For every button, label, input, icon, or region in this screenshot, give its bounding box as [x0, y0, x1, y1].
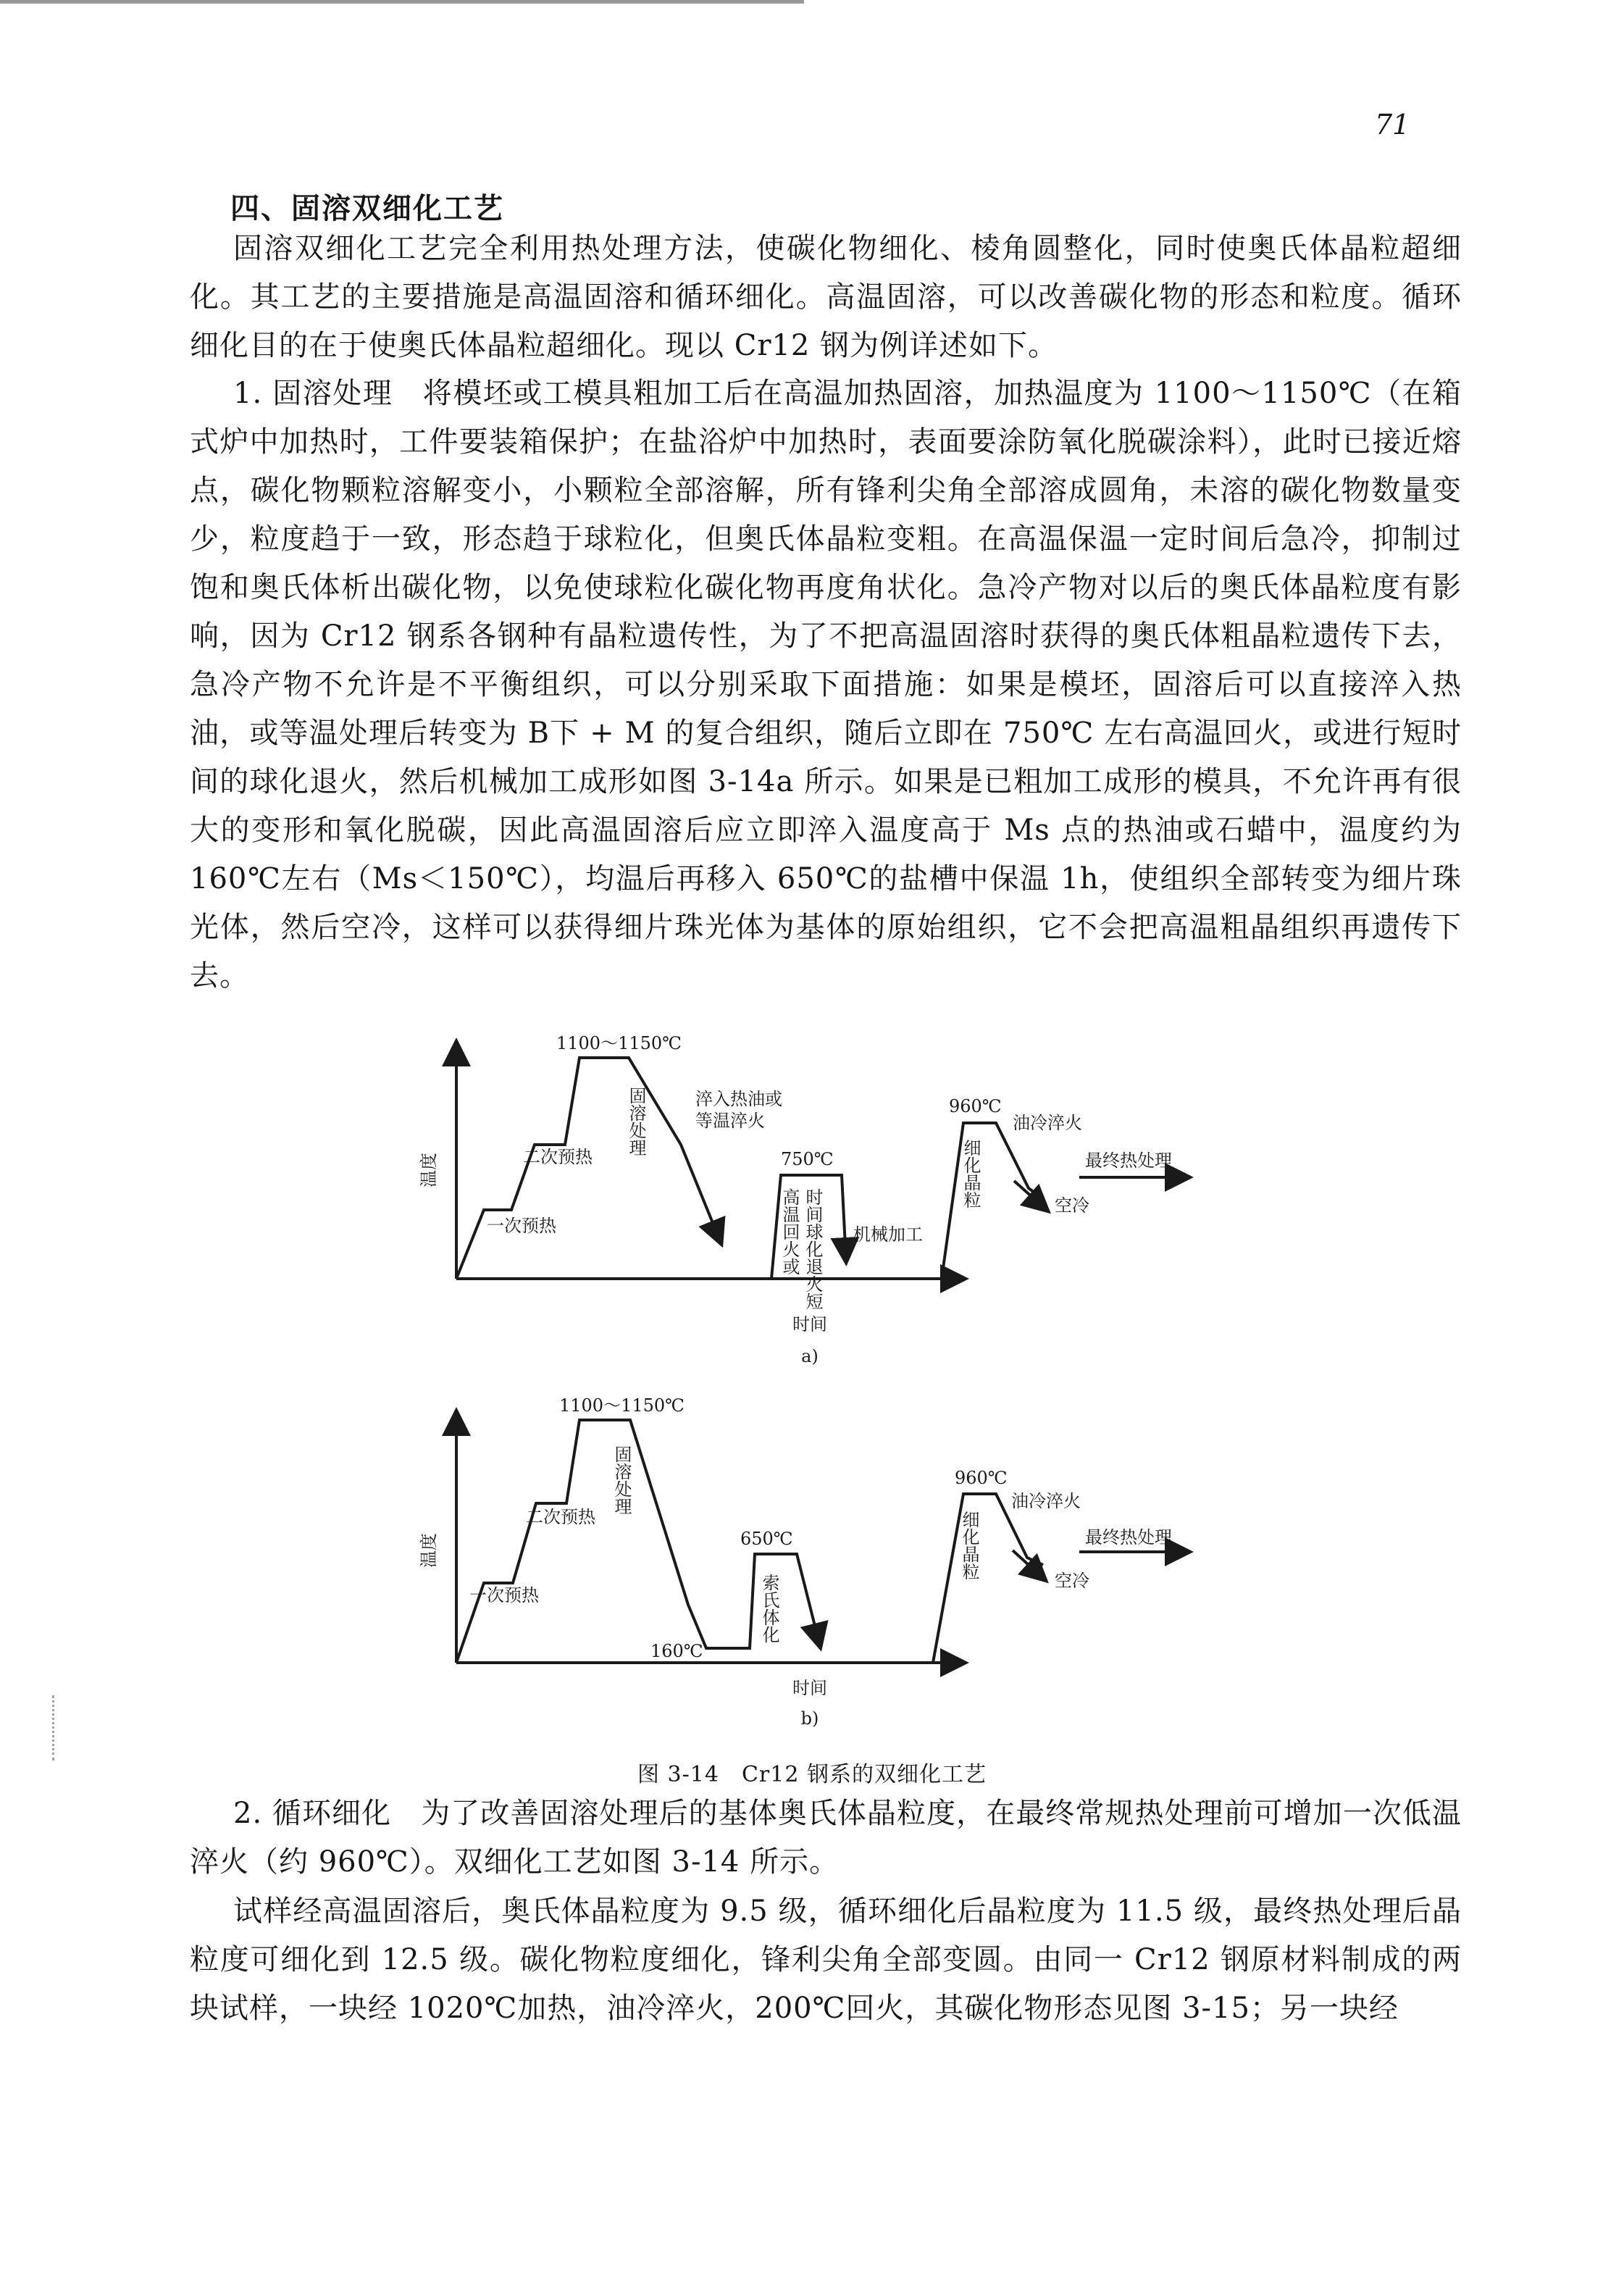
diagram-b-ylabel: 温度	[419, 1533, 439, 1568]
diagram-b-final-label: 最终热处理	[1085, 1527, 1172, 1548]
diagram-a-labels	[419, 1033, 1172, 1366]
diagram-b-temp-low: 160℃	[650, 1641, 703, 1661]
diagram-a-temper-label: 高温回火或	[779, 1188, 800, 1275]
diagram-a-solution-label: 固溶处理	[626, 1087, 646, 1156]
diagram-a-preheat-1: 一次预热	[487, 1216, 556, 1236]
diagram-b-temp-high: 1100～1150℃	[559, 1395, 685, 1416]
diagram-a-refine-curve	[942, 1123, 1043, 1279]
diagram-b-xlabel: 时间	[792, 1678, 827, 1698]
diagram-a-air-arrow	[1014, 1181, 1047, 1210]
diagram-b-labels	[419, 1395, 1172, 1729]
diagram-a-ylabel: 温度	[419, 1153, 439, 1187]
diagram-a-air-label: 空冷	[1055, 1195, 1089, 1216]
diagram-a-process-curve	[456, 1058, 721, 1279]
paragraph-cycle-text: 2. 循环细化 为了改善固溶处理后的基体奥氏体晶粒度，在最终常规热处理前可增加一次低温淬火（约 960℃）。双细化工艺如图 3-14 所示。	[190, 1797, 1462, 1879]
diagram-b-temp-refine: 960℃	[955, 1468, 1008, 1488]
diagram-a-quench-label-2: 等温淬火	[695, 1111, 765, 1131]
diagram-b-temp-sorbite: 650℃	[740, 1529, 793, 1549]
diagram-a-quench-label-1: 淬入热油或	[695, 1089, 782, 1109]
paragraph-intro-text: 固溶双细化工艺完全利用热处理方法，使碳化物细化、棱角圆整化，同时使奥氏体晶粒超细化。其工艺的主要措施是高温固溶和循环细化。高温固溶，可以改善碳化物的形态和粒度。循环细化目的在于使奥氏体晶粒超细化。现以 Cr12 钢为例详述如下。	[190, 232, 1462, 362]
section-heading: 四、固溶双细化工艺	[230, 191, 504, 225]
diagram-b-preheat-2: 二次预热	[526, 1507, 595, 1527]
diagram-a-xlabel: 时间	[792, 1314, 827, 1335]
diagram-a-refine-label: 细化晶粒	[960, 1139, 981, 1208]
diagram-b-refine-label: 细化晶粒	[959, 1511, 979, 1580]
diagram-a-temp-high: 1100～1150℃	[556, 1033, 682, 1053]
diagram-a-temp-refine: 960℃	[949, 1096, 1002, 1116]
diagram-b-sublabel: b)	[800, 1708, 819, 1729]
diagram-b-refine-curve	[933, 1494, 1043, 1663]
diagram-b-air-label: 空冷	[1055, 1571, 1089, 1591]
paragraph-result	[190, 1887, 1462, 2033]
paragraph-cycle-refinement	[190, 1789, 1462, 1887]
diagram-a-oil-label: 油冷淬火	[1013, 1113, 1082, 1133]
figure-caption: 图 3-14 Cr12 钢系的双细化工艺	[637, 1762, 987, 1787]
diagram-b-solution-label: 固溶处理	[611, 1445, 632, 1515]
margin-dots	[52, 1695, 56, 1761]
diagram-b	[456, 1413, 1188, 1663]
diagram-a-anneal-label: 时间球化退火短	[803, 1188, 823, 1310]
diagram-a-final-label: 最终热处理	[1085, 1150, 1172, 1171]
diagram-b-sorbite-label: 索氏体化	[759, 1574, 779, 1643]
paragraph-result-text: 试样经高温固溶后，奥氏体晶粒度为 9.5 级，循环细化后晶粒度为 11.5 级，最终热处理后晶粒度可细化到 12.5 级。碳化物粒度细化，锋利尖角全部变圆。由同一 Cr12 钢原材料制成的两块试样，一块经 1020℃加热，油冷淬火，200℃回火，其碳化物形态见图 3-15；另一块经	[190, 1895, 1462, 2025]
paragraph-solution-text: 1. 固溶处理 将模坯或工模具粗加工后在高温加热固溶，加热温度为 1100～1150℃（在箱式炉中加热时，工件要装箱保护；在盐浴炉中加热时，表面要涂防氧化脱碳涂料），此时已接近熔点，碳化物颗粒溶解变小，小颗粒全部溶解，所有锋利尖角全部溶成圆角，未溶的碳化物数量变少，粒度趋于一致，形态趋于球粒化，但奥氏体晶粒变粗。在高温保温一定时间后急冷，抑制过饱和奥氏体析出碳化物，以免使球粒化碳化物再度角状化。急冷产物对以后的奥氏体晶粒度有影响，因为 Cr12 钢系各钢种有晶粒遗传性，为了不把高温固溶时获得的奥氏体粗晶粒遗传下去，急冷产物不允许是不平衡组织，可以分别采取下面措施：如果是模坯，固溶后可以直接淬入热油，或等温处理后转变为 B下 + M 的复合组织，随后立即在 750℃ 左右高温回火，或进行短时间的球化退火，然后机械加工成形如图 3-14a 所示。如果是已粗加工成形的模具，不允许再有很大的变形和氧化脱碳，因此高温固溶后应立即淬入温度高于 Ms 点的热油或石蜡中，温度约为 160℃左右（Ms＜150℃），均温后再移入 650℃的盐槽中保温 1h，使组织全部转变为细片珠光体，然后空冷，这样可以获得细片珠光体为基体的原始组织，它不会把高温粗晶组织再遗传下去。	[190, 377, 1462, 993]
diagram-a-sublabel: a)	[801, 1346, 819, 1366]
diagram-a-machining: 机械加工	[853, 1224, 923, 1245]
diagram-a-preheat-2: 二次预热	[523, 1147, 593, 1167]
diagram-b-oil-label: 油冷淬火	[1011, 1491, 1081, 1511]
page-number: 71	[1375, 109, 1410, 141]
diagram-b-preheat-1: 一次预热	[469, 1585, 539, 1605]
diagram-a-temp-temper: 750℃	[781, 1149, 834, 1169]
